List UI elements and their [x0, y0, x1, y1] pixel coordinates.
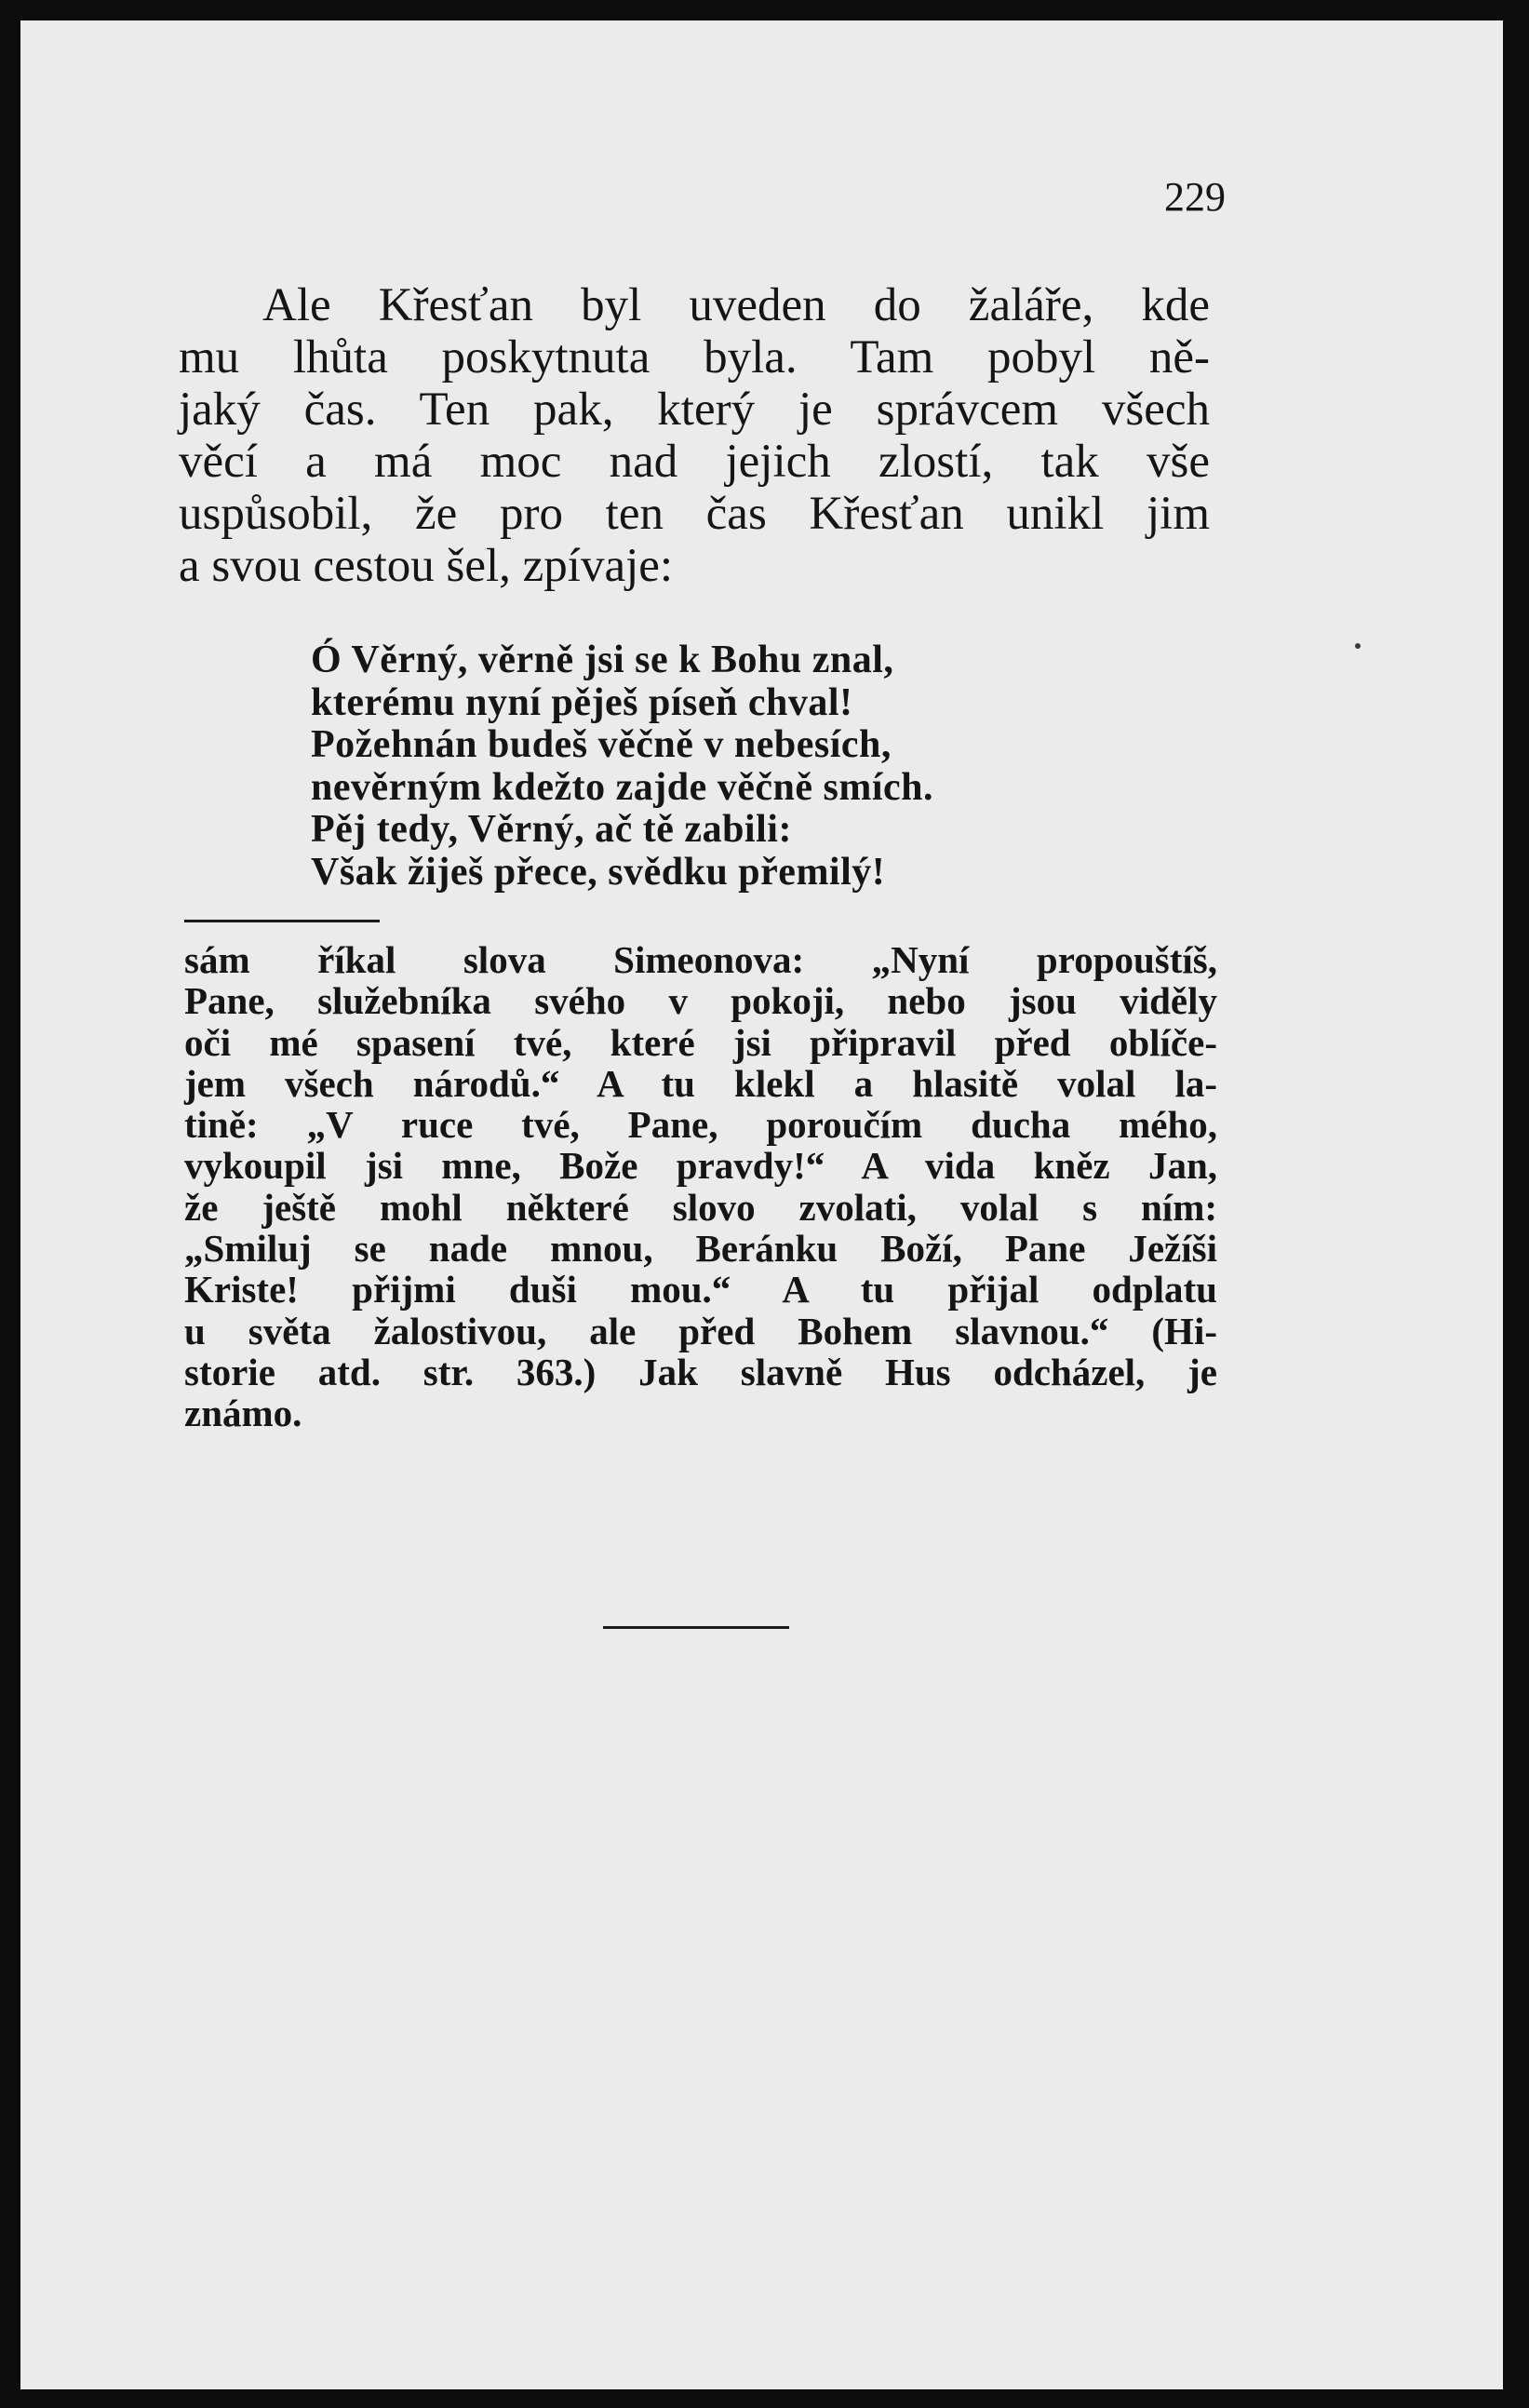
- footnote-line: známo.: [184, 1392, 302, 1435]
- footnote-line: Kriste! přijmi duši mou.“ A tu přijal odplatu: [184, 1268, 1217, 1312]
- poem: [311, 639, 1148, 894]
- page-number: 229: [1164, 174, 1226, 220]
- footnote-line: vykoupil jsi mne, Bože pravdy!“ A vida kněz Jan,: [184, 1144, 1217, 1188]
- footnote-line: jem všech národů.“ A tu klekl a hlasitě volal la-: [184, 1061, 1217, 1105]
- main-paragraph-line: Ale Křesťan byl uveden do žaláře, kde: [262, 279, 1210, 331]
- end-separator: [603, 1626, 789, 1629]
- footnote-separator: [184, 920, 380, 922]
- footnote-line: oči mé spasení tvé, které jsi připravil před oblíče-: [184, 1020, 1217, 1064]
- main-paragraph-line: jaký čas. Ten pak, který je správcem všech: [179, 383, 1210, 436]
- poem-verse: Však žiješ přece, svědku přemilý!: [311, 850, 886, 894]
- main-paragraph-line: mu lhůta poskytnuta byla. Tam pobyl ně-: [179, 331, 1210, 383]
- main-paragraph-line: věcí a má moc nad jejich zlostí, tak vše: [179, 436, 1210, 488]
- poem-verse: nevěrným kdežto zajde věčně smích.: [311, 765, 934, 809]
- footnote-line: „Smiluj se nade mnou, Beránku Boží, Pane Ježíši: [184, 1227, 1217, 1271]
- book-page: [20, 20, 1503, 2389]
- footnote-line: že ještě mohl některé slovo zvolati, volal s ním:: [184, 1185, 1217, 1229]
- poem-verse: Ó Věrný, věrně jsi se k Bohu znal,: [311, 639, 894, 681]
- footnote-line: u světa žalostivou, ale před Bohem slavnou.“ (Hi-: [184, 1309, 1217, 1352]
- print-speck: [1355, 643, 1361, 649]
- footnote-line: Pane, služebníka svého v pokoji, nebo jsou viděly: [184, 979, 1217, 1023]
- footnote-line: tině: „V ruce tvé, Pane, poroučím ducha mého,: [184, 1103, 1217, 1147]
- poem-verse: Požehnán budeš věčně v nebesích,: [311, 723, 892, 766]
- poem-verse: Pěj tedy, Věrný, ač tě zabili:: [311, 808, 792, 851]
- footnote-line: sám říkal slova Simeonova: „Nyní propouštíš,: [184, 938, 1217, 981]
- main-paragraph-line: uspůsobil, že pro ten čas Křesťan unikl jim: [179, 488, 1210, 540]
- footnote-line: storie atd. str. 363.) Jak slavně Hus odcházel, je: [184, 1350, 1217, 1393]
- footnote: [184, 939, 1217, 1434]
- main-paragraph-line: a svou cestou šel, zpívaje:: [179, 540, 674, 592]
- poem-verse: kterému nyní pěješ píseň chval!: [311, 680, 853, 724]
- main-paragraph: [179, 279, 1210, 592]
